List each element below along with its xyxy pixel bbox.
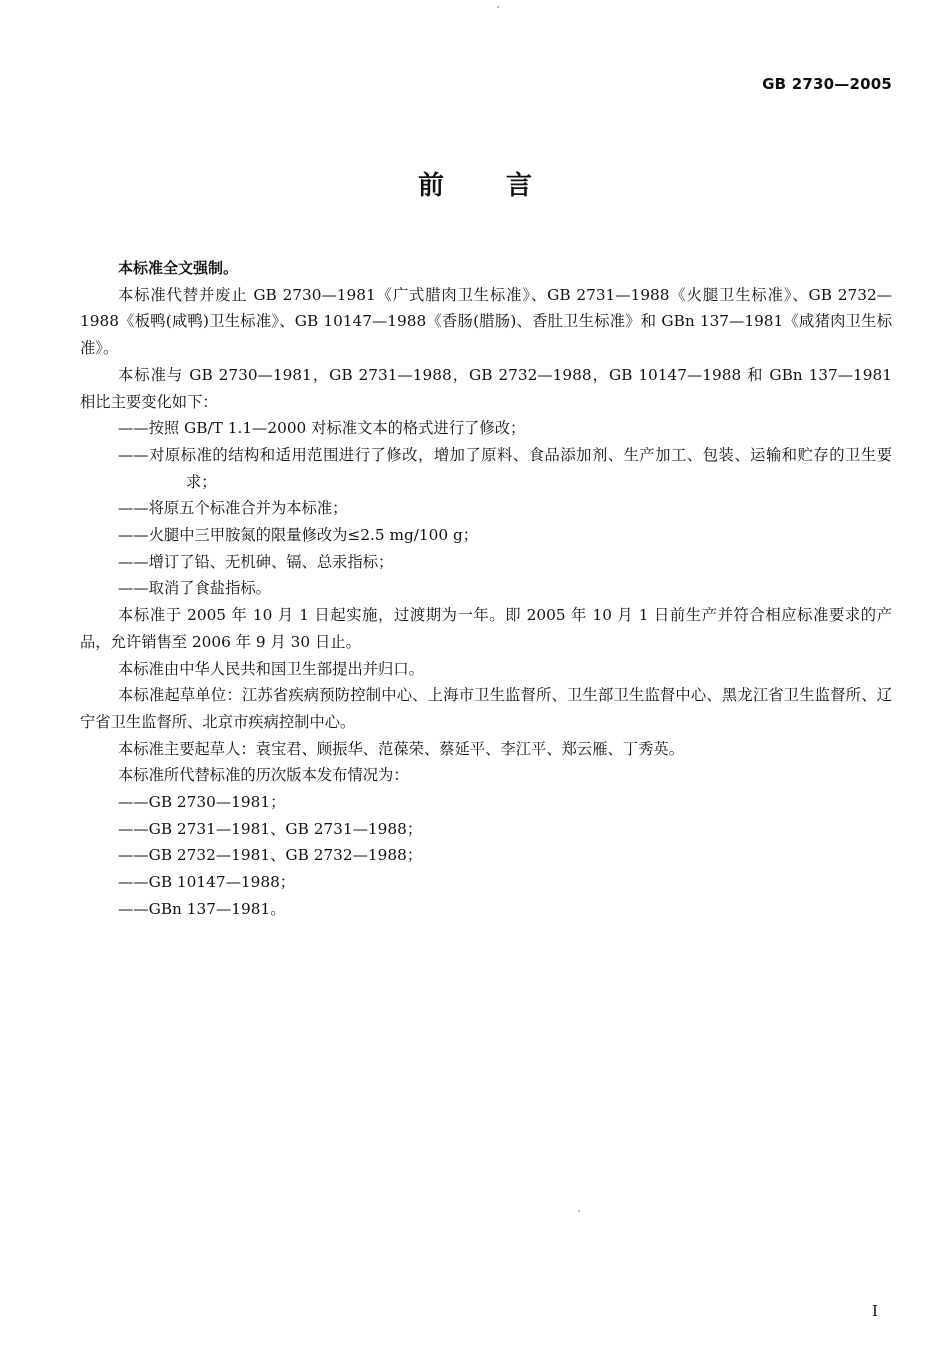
change-item: ——将原五个标准合并为本标准；	[118, 499, 348, 518]
changes-intro: 本标准与 GB 2730—1981，GB 2731—1988，GB 2732—1988，GB 10147—1988 和 GBn 137—1981 相比主要变化如下：	[80, 365, 892, 411]
implementation-paragraph: 本标准于 2005 年 10 月 1 日起实施，过渡期为一年。即 2005 年 10 月 1 日前生产并符合相应标准要求的产品，允许销售至 2006 年 9 月 30 日止。	[80, 606, 892, 651]
change-item: ——取消了食盐指标。	[118, 579, 271, 598]
history-item: ——GBn 137—1981。	[118, 899, 286, 918]
scan-speck	[497, 6, 499, 8]
history-item: ——GB 10147—1988；	[118, 873, 296, 892]
page-number: I	[872, 1302, 878, 1320]
standard-code: GB 2730—2005	[762, 75, 892, 93]
replacement-paragraph: 本标准代替并废止 GB 2730—1981《广式腊肉卫生标准》、GB 2731—1988《火腿卫生标准》、GB 2732—1988《板鸭(咸鸭)卫生标准》、GB 10147—1988《香肠(腊肠)、香肚卫生标准》和 GBn 137—1981《咸猪肉卫生标准》。	[80, 285, 892, 358]
history-item: ——GB 2730—1981；	[118, 793, 286, 812]
change-item: ——对原标准的结构和适用范围进行了修改，增加了原料、食品添加剂、生产加工、包装、运输和贮存的卫生要求；	[118, 445, 892, 491]
mandatory-statement: 本标准全文强制。	[118, 259, 239, 277]
drafters-paragraph: 本标准主要起草人：袁宝君、顾振华、范葆荣、蔡延平、李江平、郑云雁、丁秀英。	[118, 739, 684, 758]
history-item: ——GB 2732—1981、GB 2732—1988；	[118, 846, 423, 865]
change-item: ——增订了铅、无机砷、镉、总汞指标；	[118, 552, 394, 571]
scan-speck	[578, 1210, 580, 1212]
change-item: ——按照 GB/T 1.1—2000 对标准文本的格式进行了修改；	[118, 419, 526, 438]
drafting-units-paragraph: 本标准起草单位：江苏省疾病预防控制中心、上海市卫生监督所、卫生部卫生监督中心、黑龙江省卫生监督所、辽宁省卫生监督所、北京市疾病控制中心。	[80, 686, 892, 731]
proposer-paragraph: 本标准由中华人民共和国卫生部提出并归口。	[118, 659, 424, 678]
page-title: 前言	[417, 171, 594, 201]
history-intro: 本标准所代替标准的历次版本发布情况为：	[118, 766, 409, 785]
foreword-body	[80, 255, 892, 923]
history-item: ——GB 2731—1981、GB 2731—1988；	[118, 819, 423, 838]
change-item: ——火腿中三甲胺氮的限量修改为≤2.5 mg/100 g；	[118, 526, 479, 545]
